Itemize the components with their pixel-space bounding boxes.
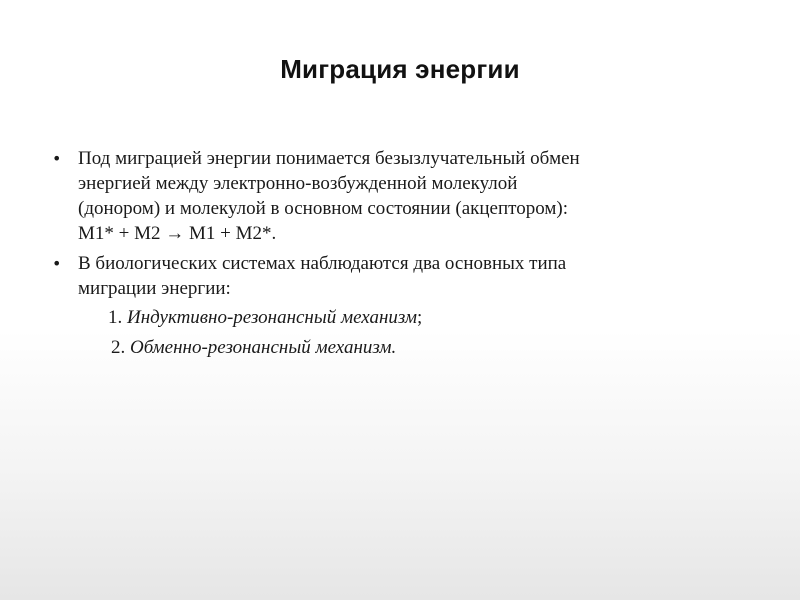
mechanism-text: Индуктивно-резонансный механизм: [122, 307, 417, 328]
mechanism-item-exchange: [78, 335, 748, 360]
bullet-icon: •: [52, 254, 62, 273]
mechanism-number: 1.: [108, 307, 123, 328]
bullet-item-types: [48, 251, 748, 360]
bullet-text-line: энергией между электронно-возбужденной молекулой: [78, 173, 518, 194]
slide-title: Миграция энергии: [280, 54, 520, 84]
bullet-text-line: В биологических системах наблюдаются два основных типа: [78, 253, 567, 274]
bullet-icon: •: [52, 149, 62, 168]
bullet-item-definition: [48, 146, 748, 246]
bullet-text-line: М1* + М2 → М1 + М2*.: [78, 223, 277, 244]
bullet-text-line: Под миграцией энергии понимается безызлучательный обмен: [78, 148, 580, 169]
bullet-text-line: миграции энергии:: [78, 278, 231, 299]
slide-content: [48, 146, 748, 365]
bullet-text-line: (донором) и молекулой в основном состоянии (акцептором):: [78, 198, 568, 219]
mechanism-item-inductive: [78, 305, 748, 330]
mechanism-text: Обменно-резонансный механизм.: [125, 337, 397, 358]
mechanism-punctuation: ;: [416, 307, 423, 328]
mechanism-number: 2.: [111, 337, 126, 358]
